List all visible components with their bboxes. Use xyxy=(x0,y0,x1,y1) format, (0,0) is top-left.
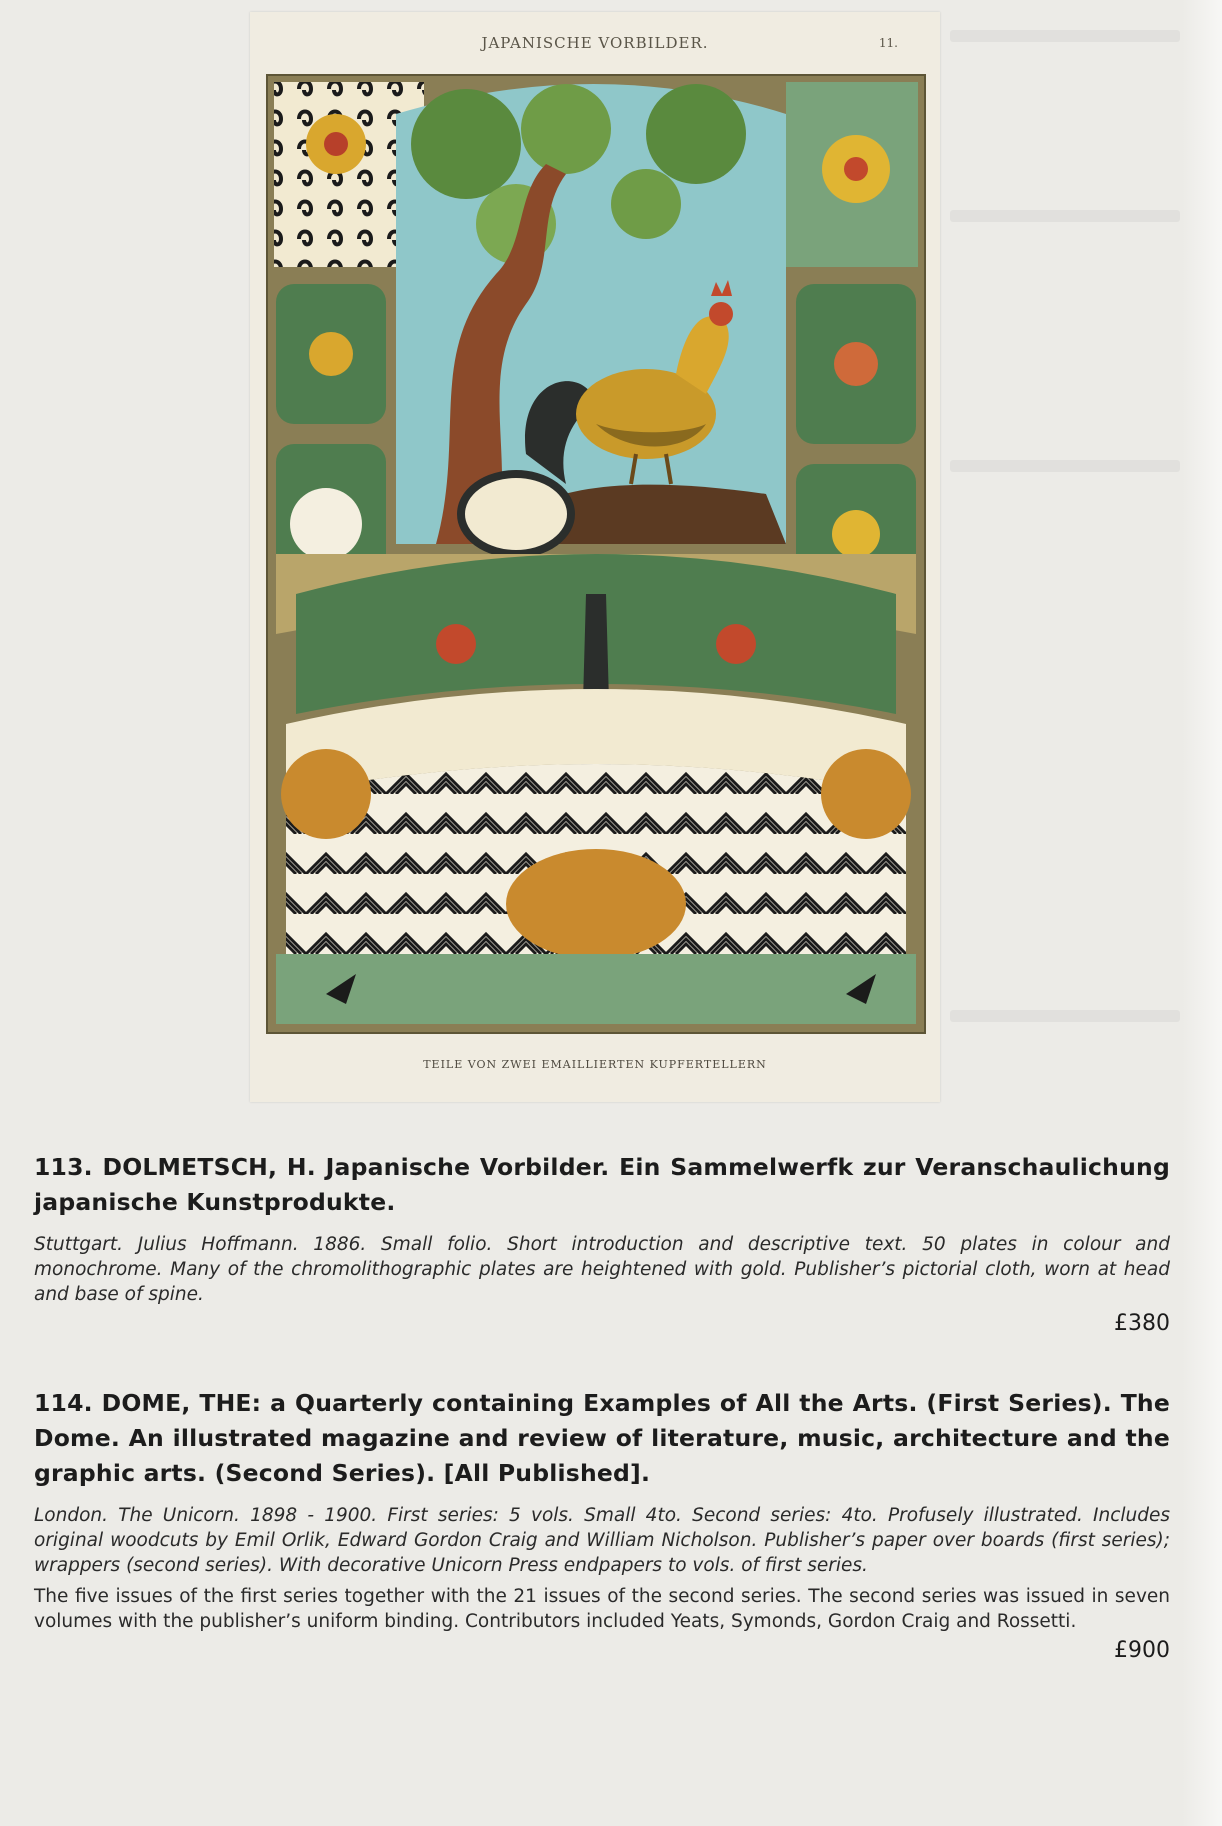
lion-mask xyxy=(281,749,371,839)
chromolithograph-plate xyxy=(250,12,940,1102)
catalogue-entry-113 xyxy=(34,1150,1170,1339)
bleed-through-text xyxy=(950,1010,1180,1022)
catalogue-entry-114 xyxy=(34,1386,1170,1666)
bleed-through-text xyxy=(950,30,1180,42)
entry-heading: 113. DOLMETSCH, H. Japanische Vorbilder. Ein Sammelwerfk zur Veranschaulichung japanische Kunstprodukte. xyxy=(34,1153,1170,1216)
page-edge-shadow xyxy=(1182,0,1222,1826)
bleed-through-text xyxy=(950,460,1180,472)
plate-title: JAPANISCHE VORBILDER. xyxy=(481,34,709,52)
entry-price: £900 xyxy=(1114,1638,1170,1663)
entry-details: Stuttgart. Julius Hoffmann. 1886. Small folio. Short introduction and descriptive text. 50 plates in colour and monochrome. Many of the chromolithographic plates are heightened with gold. Publisher’s pictorial cloth, worn at head and base of spine. xyxy=(34,1234,1170,1305)
plate-header xyxy=(250,34,940,58)
entry-price: £380 xyxy=(1114,1311,1170,1336)
plate-number: 11. xyxy=(878,36,898,50)
entry-heading: 114. DOME, THE: a Quarterly containing Examples of All the Arts. (First Series). The Dome. An illustrated magazine and review of literature, music, architecture and the graphic arts. (Second Series). [All Published]. xyxy=(34,1389,1170,1487)
rooster-enamel-illustration xyxy=(266,74,926,1034)
entry-details: London. The Unicorn. 1898 - 1900. First series: 5 vols. Small 4to. Second series: 4to. Profusely illustrated. Includes original woodcuts by Emil Orlik, Edward Gordon Craig and William Nicholson. Publisher’s paper over boards (first series); wrappers (second series). With decorative Unicorn Press endpapers to vols. of first series. xyxy=(34,1505,1170,1576)
lion-mask xyxy=(506,849,686,959)
plate-caption: TEILE VON ZWEI EMAILLIERTEN KUPFERTELLERN xyxy=(423,1058,767,1071)
lion-mask xyxy=(821,749,911,839)
drum xyxy=(461,474,571,554)
bleed-through-text xyxy=(950,210,1180,222)
plate-illustration xyxy=(266,74,926,1034)
entry-notes: The five issues of the first series together with the 21 issues of the second series. The second series was issued in seven volumes with the publisher’s uniform binding. Contributors included Yeats, Symonds, Gordon Craig and Rossetti. xyxy=(34,1586,1170,1632)
chrysanthemum-motif xyxy=(290,488,362,560)
